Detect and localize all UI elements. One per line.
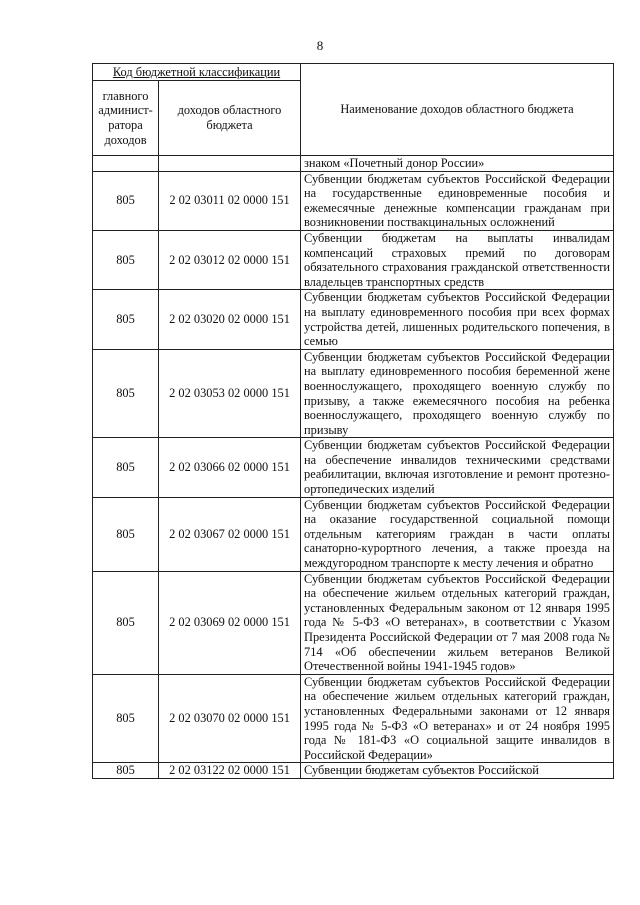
income-name-cell: Субвенции бюджетам на выплаты инвалидам компенсаций страховых премий по договорам обязательного страхования гражданской ответственности владельцев транспортных средств (301, 230, 614, 289)
admin-code-cell: 805 (93, 171, 159, 230)
income-code-cell: 2 02 03011 02 0000 151 (159, 171, 301, 230)
table-row (93, 438, 614, 497)
income-code-cell: 2 02 03067 02 0000 151 (159, 497, 301, 571)
income-name-cell: Субвенции бюджетам субъектов Российской Федерации на государственные единовременные пособия и ежемесячные денежные компенсации гражданам при возникновении поствакцинальных осложнений (301, 171, 614, 230)
income-code-cell: 2 02 03020 02 0000 151 (159, 290, 301, 349)
income-code-cell: 2 02 03053 02 0000 151 (159, 349, 301, 438)
income-code-cell: 2 02 03069 02 0000 151 (159, 571, 301, 674)
table-row (93, 349, 614, 438)
admin-code-cell (93, 156, 159, 172)
page-number: 8 (316, 38, 324, 53)
admin-code-cell: 805 (93, 230, 159, 289)
income-name-header: Наименование доходов областного бюджета (301, 64, 614, 156)
income-name-cell: Субвенции бюджетам субъектов Российской (301, 763, 614, 779)
income-name-cell: Субвенции бюджетам субъектов Российской Федерации на обеспечение инвалидов техническими средствами реабилитации, включая изготовление и ремонт протезно-ортопедических изделий (301, 438, 614, 497)
table-row (93, 230, 614, 289)
income-code-header: доходов областного бюджета (159, 81, 301, 156)
admin-code-cell: 805 (93, 497, 159, 571)
table-row (93, 763, 614, 779)
income-name-cell: Субвенции бюджетам субъектов Российской Федерации на выплату единовременного пособия беременной жене военнослужащего, проходящего военную службу по призыву, а также ежемесячного пособия на ребенка военнослужащего, проходящего военную службу по призыву (301, 349, 614, 438)
income-code-cell: 2 02 03012 02 0000 151 (159, 230, 301, 289)
admin-code-cell: 805 (93, 763, 159, 779)
table-row (93, 156, 614, 172)
income-name-cell: Субвенции бюджетам субъектов Российской Федерации на оказание государственной социальной помощи отдельным категориям граждан в части оплаты санаторно-курортного лечения, а также проезда на междугородном транспорте к месту лечения и обратно (301, 497, 614, 571)
table-row (93, 571, 614, 674)
table-row (93, 674, 614, 763)
income-code-cell: 2 02 03070 02 0000 151 (159, 674, 301, 763)
income-code-cell (159, 156, 301, 172)
admin-code-cell: 805 (93, 571, 159, 674)
income-name-cell: знаком «Почетный донор России» (301, 156, 614, 172)
table-row (93, 497, 614, 571)
income-code-cell: 2 02 03122 02 0000 151 (159, 763, 301, 779)
admin-code-cell: 805 (93, 349, 159, 438)
admin-code-cell: 805 (93, 290, 159, 349)
admin-code-header: главного админист-ратора доходов (93, 81, 159, 156)
budget-classification-table (92, 63, 614, 779)
income-name-cell: Субвенции бюджетам субъектов Российской Федерации на обеспечение жильем отдельных категорий граждан, установленных Федеральными законами от 12 января 1995 года № 5-ФЗ «О ветеранах» и от 24 ноября 1995 года № 181-ФЗ «О социальной защите инвалидов в Российской Федерации» (301, 674, 614, 763)
table-row (93, 290, 614, 349)
admin-code-cell: 805 (93, 674, 159, 763)
income-code-cell: 2 02 03066 02 0000 151 (159, 438, 301, 497)
table-row (93, 171, 614, 230)
admin-code-cell: 805 (93, 438, 159, 497)
budget-code-group-header: Код бюджетной классификации (93, 64, 301, 81)
income-name-cell: Субвенции бюджетам субъектов Российской Федерации на выплату единовременного пособия при всех формах устройства детей, лишенных родительского попечения, в семью (301, 290, 614, 349)
income-name-cell: Субвенции бюджетам субъектов Российской Федерации на обеспечение жильем отдельных категорий граждан, установленных Федеральным законом от 12 января 1995 года № 5-ФЗ «О ветеранах», в соответствии с Указом Президента Российской Федерации от 7 мая 2008 года № 714 «Об обеспечении жильем ветеранов Великой Отечественной войны 1941-1945 годов» (301, 571, 614, 674)
